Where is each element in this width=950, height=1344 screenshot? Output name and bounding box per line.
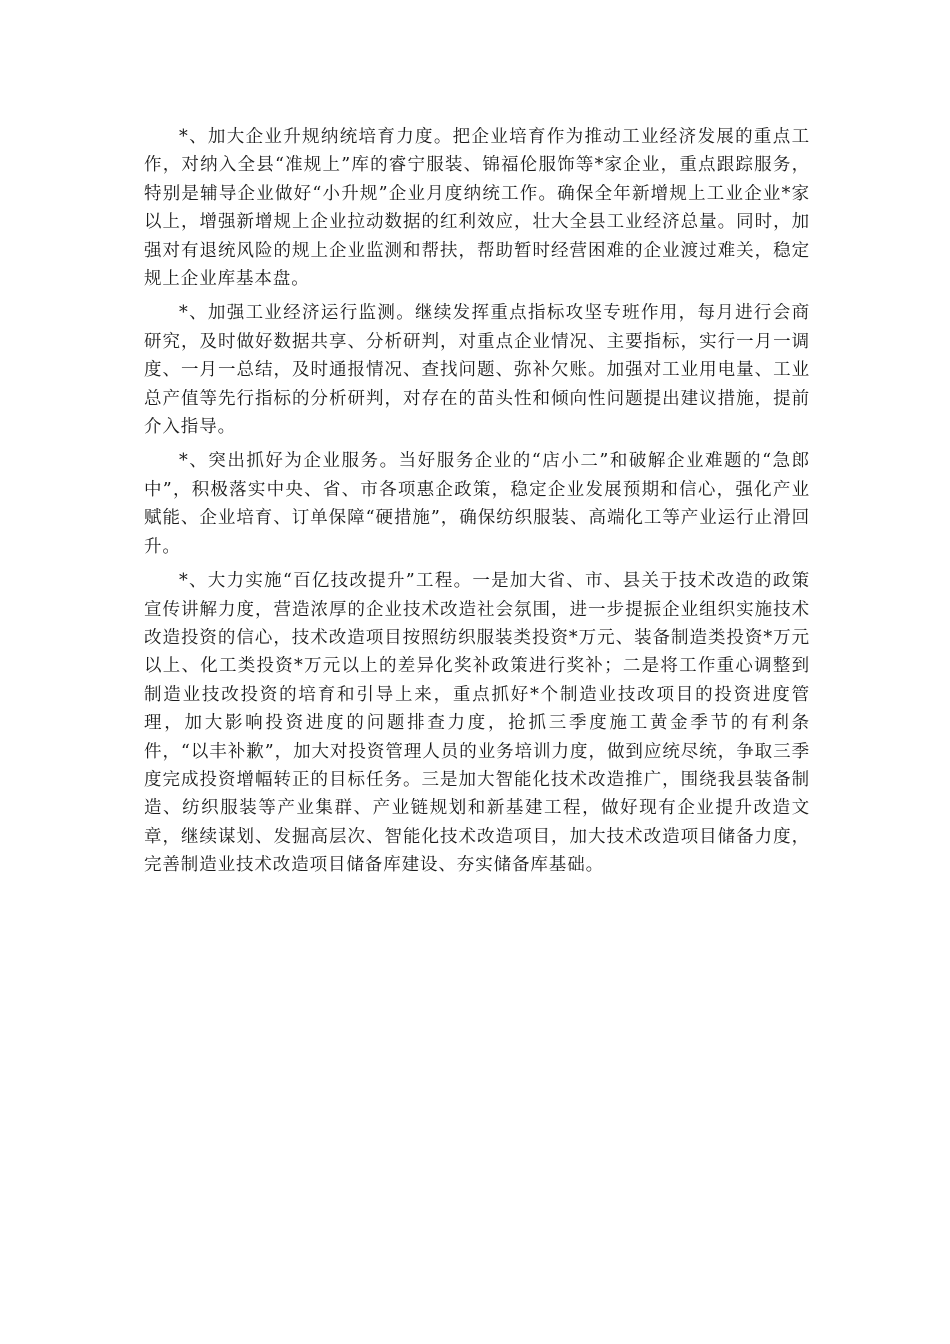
paragraph-economic-monitoring: *、加强工业经济运行监测。继续发挥重点指标攻坚专班作用，每月进行会商研究，及时做好数据共享、分析研判，对重点企业情况、主要指标，实行一月一调度、一月一总结，及时通报情况、查找问题、弥补欠账。加强对工业用电量、工业总产值等先行指标的分析研判，对存在的苗头性和倾向性问题提出建议措施，提前介入指导。	[144, 303, 810, 438]
paragraph-enterprise-service: *、突出抓好为企业服务。当好服务企业的“店小二”和破解企业难题的“急郎中”，积极落实中央、省、市各项惠企政策，稳定企业发展预期和信心，强化产业赋能、企业培育、订单保障“硬措施”，确保纺织服装、高端化工等产业运行止滑回升。	[144, 451, 810, 557]
document-body	[144, 123, 810, 886]
paragraph-tech-upgrade: *、大力实施“百亿技改提升”工程。一是加大省、市、县关于技术改造的政策宣传讲解力度，营造浓厚的企业技术改造社会氛围，进一步提振企业组织实施技术改造投资的信心，技术改造项目按照纺织服装类投资*万元、装备制造类投资*万元以上、化工类投资*万元以上的差异化奖补政策进行奖补；二是将工作重心调整到制造业技改投资的培育和引导上来，重点抓好*个制造业技改项目的投资进度管理，加大影响投资进度的问题排查力度，抢抓三季度施工黄金季节的有利条件，“以丰补歉”，加大对投资管理人员的业务培训力度，做到应统尽统，争取三季度完成投资增幅转正的目标任务。三是加大智能化技术改造推广，围绕我县装备制造、纺织服装等产业集群、产业链规划和新基建工程，做好现有企业提升改造文章，继续谋划、发掘高层次、智能化技术改造项目，加大技术改造项目储备力度，完善制造业技术改造项目储备库建设、夯实储备库基础。	[144, 571, 810, 876]
paragraph-enterprise-upgrade: *、加大企业升规纳统培育力度。把企业培育作为推动工业经济发展的重点工作，对纳入全县“准规上”库的睿宁服装、锦福伦服饰等*家企业，重点跟踪服务，特别是辅导企业做好“小升规”企业月度纳统工作。确保全年新增规上工业企业*家以上，增强新增规上企业拉动数据的红利效应，壮大全县工业经济总量。同时，加强对有退统风险的规上企业监测和帮扶，帮助暂时经营困难的企业渡过难关，稳定规上企业库基本盘。	[144, 127, 810, 290]
